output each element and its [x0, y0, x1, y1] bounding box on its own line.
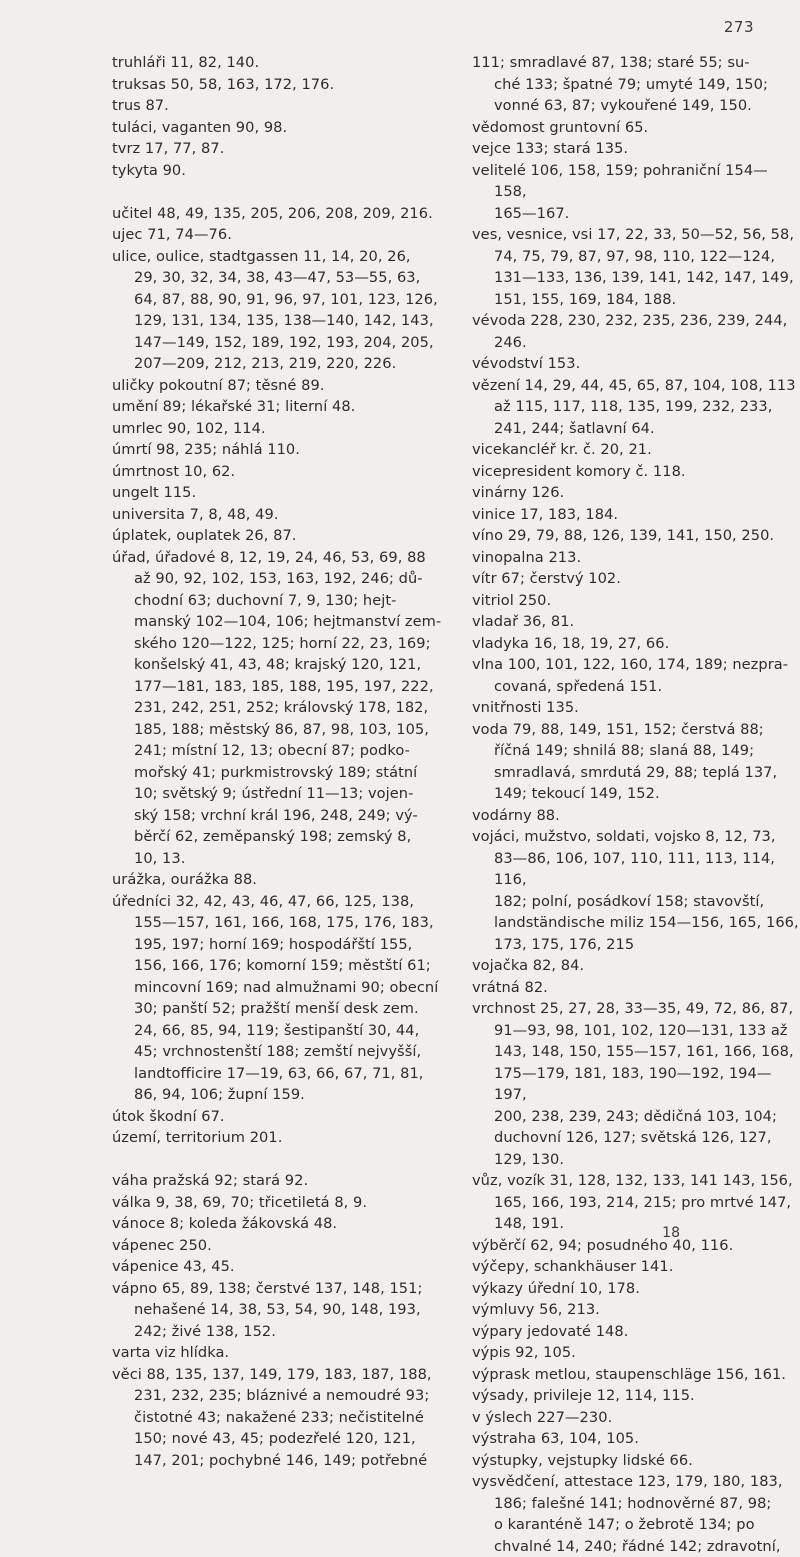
index-entry: voda 79, 88, 149, 151, 152; čerstvá 88; říčná 149; shnilá 88; slaná 88, 149; smradlavá, smrdutá 29, 88; teplá 137, 149; tekoucí 149, 152. — [472, 720, 778, 802]
index-entry: území, territorium 201. — [112, 1129, 283, 1146]
index-entry: velitelé 106, 158, 159; pohraniční 154—158, 165—167. — [472, 161, 768, 222]
index-entry: truhláři 11, 82, 140. — [112, 54, 260, 71]
index-entry: výčepy, schankhäuser 141. — [472, 1258, 674, 1275]
index-entry: vězení 14, 29, 44, 45, 65, 87, 104, 108, 113 až 115, 117, 118, 135, 199, 232, 233, 241, 244; šatlavní 64. — [472, 376, 796, 437]
index-entry: vinárny 126. — [472, 484, 565, 501]
index-entry: ungelt 115. — [112, 484, 197, 501]
index-entry: tvrz 17, 77, 87. — [112, 140, 225, 157]
index-entry: varta viz hlídka. — [112, 1344, 230, 1361]
index-entry: výpis 92, 105. — [472, 1344, 576, 1361]
index-entry: učitel 48, 49, 135, 205, 206, 208, 209, 216. — [112, 204, 433, 222]
index-entry: výstraha 63, 104, 105. — [472, 1430, 639, 1447]
index-entry: výpary jedovaté 148. — [472, 1322, 629, 1340]
index-entry: vrchnost 25, 27, 28, 33—35, 49, 72, 86, 87, 91—93, 98, 101, 102, 120—131, 133 až 143, 148, 150, 155—157, 161, 166, 168, 175—179, 181, 183, 190—192, 194—197, 200, 238, 239, 243; dědičná 103, 104; duchovní 126, 127; světská 126, 127, 129, 130. — [472, 1000, 794, 1168]
index-entry: vítr 67; čerstvý 102. — [472, 570, 621, 587]
index-entry: úřad, úřadové 8, 12, 19, 24, 46, 53, 69, 88 až 90, 92, 102, 153, 163, 192, 246; dů- chodní 63; duchovní 7, 9, 130; hejt- manský 102—104, 106; hejtmanství zem- ského 120—122, 125; horní 22, 23, 169; konšelský 41, 43, 48; krajský 120, 121, 177—181, 183, 185, 188, 195, 197, 222, 231, 242, 251, 252; královský 178, 182, 185, 188; městský 86, 87, 98, 103, 105, 241; místní 12, 13; obecní 87; podko- mořský 41; purkmistrovský 189; státní 10; světský 9; ústřední 11—13; vojen- ský 158; vrchní král 196, 248, 249; vý- běrčí 62, zeměpanský 198; zemský 8, 10, 13. — [112, 548, 442, 867]
index-entry: výstupky, vejstupky lidské 66. — [472, 1451, 693, 1469]
index-entry: vojačka 82, 84. — [472, 957, 585, 974]
page-number: 273 — [723, 18, 754, 36]
index-entry: věci 88, 135, 137, 149, 179, 183, 187, 188, 231, 232, 235; bláznivé a nemoudré 93; čistotné 43; nakažené 233; nečistitelné 150; nové 43, 45; podezřelé 120, 121, 147, 201; pochybné 146, 149; potřebné — [112, 1365, 432, 1469]
signature-mark: 18 — [662, 1225, 680, 1241]
index-entry: umrlec 90, 102, 114. — [112, 419, 266, 437]
index-entry: vysvědčení, attestace 123, 179, 180, 183, 186; falešné 141; hodnověrné 87, 98; o karanténě 147; o žebrotě 134; po chvalné 14, 240; řádné 142; zdravotní, — [472, 1473, 783, 1555]
index-entry: vicekancléř kr. č. 20, 21. — [472, 441, 652, 458]
index-entry: trus 87. — [112, 97, 169, 114]
index-entry: váha pražská 92; stará 92. — [112, 1172, 309, 1189]
index-entry: vánoce 8; koleda žákovská 48. — [112, 1215, 338, 1232]
index-entry: 111; smradlavé 87, 138; staré 55; su- ché 133; špatné 79; umyté 149, 150; vonné 63, 87; vykouřené 149, 150. — [472, 54, 768, 114]
index-entry: tykyta 90. — [112, 161, 186, 179]
index-entry: úplatek, ouplatek 26, 87. — [112, 527, 297, 544]
index-entry: výkazy úřední 10, 178. — [472, 1279, 640, 1297]
index-entry: vodárny 88. — [472, 806, 560, 824]
group-separator — [112, 181, 450, 203]
index-entry: vévodství 153. — [472, 355, 581, 372]
index-entry: výmluvy 56, 213. — [472, 1301, 600, 1318]
index-entry: úředníci 32, 42, 43, 46, 47, 66, 125, 138, 155—157, 161, 166, 168, 175, 176, 183, 195, 197; horní 169; hospodářští 155, 156, 166, 176; komorní 159; městští 61; mincovní 169; nad almužnami 90; obecní 30; panští 52; pražští menší desk zem. 24, 66, 85, 94, 119; šestipanští 30, 44, 45; vrchnostenští 188; zemští nejvyšší, landtofficire 17—19, 63, 66, 67, 71, 81, 86, 94, 106; župní 159. — [112, 892, 439, 1103]
index-entry: vladyka 16, 18, 19, 27, 66. — [472, 634, 670, 652]
index-entry: výprask metlou, staupenschläge 156, 161. — [472, 1365, 786, 1383]
index-entry: vitriol 250. — [472, 591, 552, 609]
index-entry: vojáci, mužstvo, soldati, vojsko 8, 12, 73, 83—86, 106, 107, 110, 111, 113, 114, 116, 182; polní, posádkoví 158; stavovští, landständische miliz 154—156, 165, 166, 173, 175, 176, 215 — [472, 828, 799, 953]
index-entry: víno 29, 79, 88, 126, 139, 141, 150, 250. — [472, 527, 775, 544]
index-entry: válka 9, 38, 69, 70; třicetiletá 8, 9. — [112, 1193, 368, 1211]
index-entry: ves, vesnice, vsi 17, 22, 33, 50—52, 56, 58, 74, 75, 79, 87, 97, 98, 110, 122—124, 131—133, 136, 139, 141, 142, 147, 149, 151, 155, 169, 184, 188. — [472, 226, 795, 308]
index-entry: vinice 17, 183, 184. — [472, 505, 619, 523]
index-entry: vinopalna 213. — [472, 548, 582, 566]
index-entry: vévoda 228, 230, 232, 235, 236, 239, 244, 246. — [472, 312, 788, 351]
index-entry: universita 7, 8, 48, 49. — [112, 505, 279, 523]
index-entry: tuláci, vaganten 90, 98. — [112, 118, 288, 136]
index-group-t — [112, 52, 450, 181]
index-entry: ujec 71, 74—76. — [112, 226, 232, 243]
index-entry: umění 89; lékařské 31; literní 48. — [112, 398, 356, 415]
group-separator — [112, 1149, 450, 1171]
index-entry: vápenice 43, 45. — [112, 1258, 235, 1275]
index-entry: ulice, oulice, stadtgassen 11, 14, 20, 26, 29, 30, 32, 34, 38, 43—47, 53—55, 63, 64, 87, 88, 90, 91, 96, 97, 101, 123, 126, 129, 131, 134, 135, 138—140, 142, 143, 147—149, 152, 189, 192, 193, 204, 205, 207—209, 212, 213, 219, 220, 226. — [112, 247, 438, 372]
index-group-v — [112, 1170, 450, 1471]
index-entry: výběrčí 62, 94; posudného 40, 116. — [472, 1236, 734, 1254]
index-entry: útok škodní 67. — [112, 1107, 225, 1125]
index-column-left — [112, 52, 450, 1471]
index-entry: urážka, ourážka 88. — [112, 871, 257, 888]
index-entry: vůz, vozík 31, 128, 132, 133, 141 143, 156, 165, 166, 193, 214, 215; pro mrtvé 147, 148, 191. — [472, 1172, 793, 1232]
index-entry: vrátná 82. — [472, 978, 548, 996]
index-entry: vědomost gruntovní 65. — [472, 118, 649, 136]
index-column-right — [472, 52, 800, 1557]
index-entry: vlna 100, 101, 122, 160, 174, 189; nezpra- covaná, spředená 151. — [472, 656, 789, 695]
index-group-u — [112, 203, 450, 1149]
index-entry: vicepresident komory č. 118. — [472, 462, 686, 480]
index-entry: vnitřnosti 135. — [472, 699, 579, 716]
index-entry: úmrtí 98, 235; náhlá 110. — [112, 441, 300, 458]
index-entry: vejce 133; stará 135. — [472, 140, 629, 157]
index-entry: vápno 65, 89, 138; čerstvé 137, 148, 151; nehašené 14, 38, 53, 54, 90, 148, 193, 242; živé 138, 152. — [112, 1279, 423, 1340]
index-entry: vladař 36, 81. — [472, 613, 575, 630]
index-entry: výsady, privileje 12, 114, 115. — [472, 1387, 695, 1404]
index-entry: uličky pokoutní 87; těsné 89. — [112, 376, 325, 394]
index-entry: v ýslech 227—230. — [472, 1408, 613, 1426]
index-entry: úmrtnost 10, 62. — [112, 462, 236, 480]
index-entry: truksas 50, 58, 163, 172, 176. — [112, 75, 335, 93]
index-entry: vápenec 250. — [112, 1236, 212, 1254]
